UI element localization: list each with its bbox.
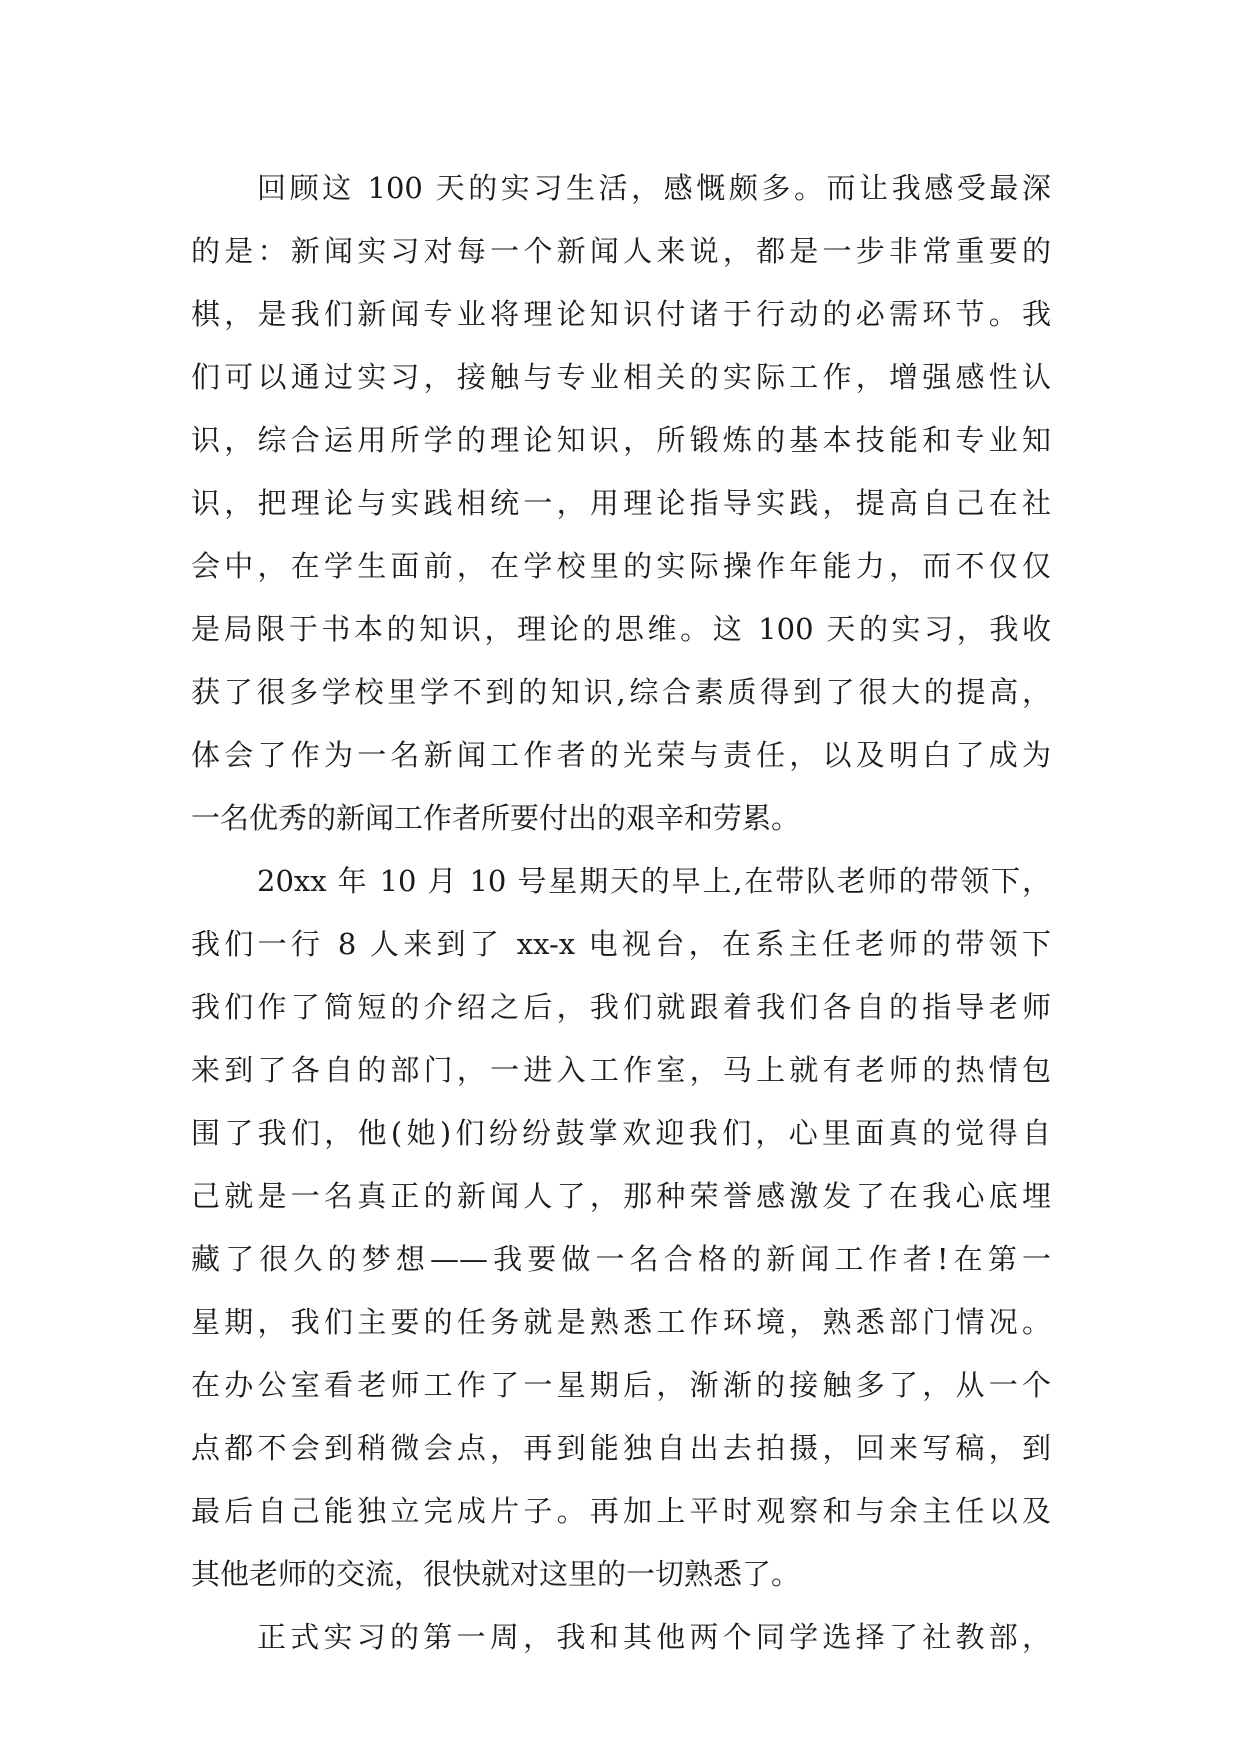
paragraph-first-week <box>191 850 1051 1606</box>
text-line: 其他老师的交流，很快就对这里的一切熟悉了。 <box>191 1557 801 1591</box>
text-line: 棋，是我们新闻专业将理论知识付诸于行动的必需环节。我 <box>191 297 1051 331</box>
text-line: 最后自己能独立完成片子。再加上平时观察和与余主任以及 <box>191 1494 1051 1528</box>
text-line: 我们一行 8 人来到了 xx-x 电视台，在系主任老师的带领下 <box>191 927 1051 961</box>
text-line: 正式实习的第一周，我和其他两个同学选择了社教部， <box>257 1620 1051 1654</box>
text-line: 在办公室看老师工作了一星期后，渐渐的接触多了，从一个 <box>191 1368 1051 1402</box>
text-line: 识，把理论与实践相统一，用理论指导实践，提高自己在社 <box>191 486 1051 520</box>
text-line: 己就是一名真正的新闻人了，那种荣誉感激发了在我心底埋 <box>191 1179 1051 1213</box>
text-line: 识，综合运用所学的理论知识，所锻炼的基本技能和专业知 <box>191 423 1051 457</box>
text-line: 一名优秀的新闻工作者所要付出的艰辛和劳累。 <box>191 801 801 835</box>
text-line: 藏了很久的梦想——我要做一名合格的新闻工作者!在第一 <box>191 1242 1051 1276</box>
text-line: 点都不会到稍微会点，再到能独自出去拍摄，回来写稿，到 <box>191 1431 1051 1465</box>
text-line: 会中，在学生面前，在学校里的实际操作年能力，而不仅仅 <box>191 549 1051 583</box>
text-line: 来到了各自的部门，一进入工作室，马上就有老师的热情包 <box>191 1053 1051 1087</box>
document-body <box>191 157 1051 1669</box>
text-line: 星期，我们主要的任务就是熟悉工作环境，熟悉部门情况。 <box>191 1305 1051 1339</box>
text-line: 我们作了简短的介绍之后，我们就跟着我们各自的指导老师 <box>191 990 1051 1024</box>
text-line: 体会了作为一名新闻工作者的光荣与责任，以及明白了成为 <box>191 738 1051 772</box>
text-line: 围了我们，他(她)们纷纷鼓掌欢迎我们，心里面真的觉得自 <box>191 1116 1051 1150</box>
text-line: 的是：新闻实习对每一个新闻人来说，都是一步非常重要的 <box>191 234 1051 268</box>
paragraph-formal-internship <box>191 1606 1051 1669</box>
text-line: 们可以通过实习，接触与专业相关的实际工作，增强感性认 <box>191 360 1051 394</box>
text-line: 回顾这 100 天的实习生活，感慨颇多。而让我感受最深 <box>257 171 1051 205</box>
text-line: 20xx 年 10 月 10 号星期天的早上,在带队老师的带领下， <box>257 864 1051 898</box>
text-line: 是局限于书本的知识，理论的思维。这 100 天的实习，我收 <box>191 612 1051 646</box>
paragraph-internship-review <box>191 157 1051 850</box>
text-line: 获了很多学校里学不到的知识,综合素质得到了很大的提高， <box>191 675 1051 709</box>
